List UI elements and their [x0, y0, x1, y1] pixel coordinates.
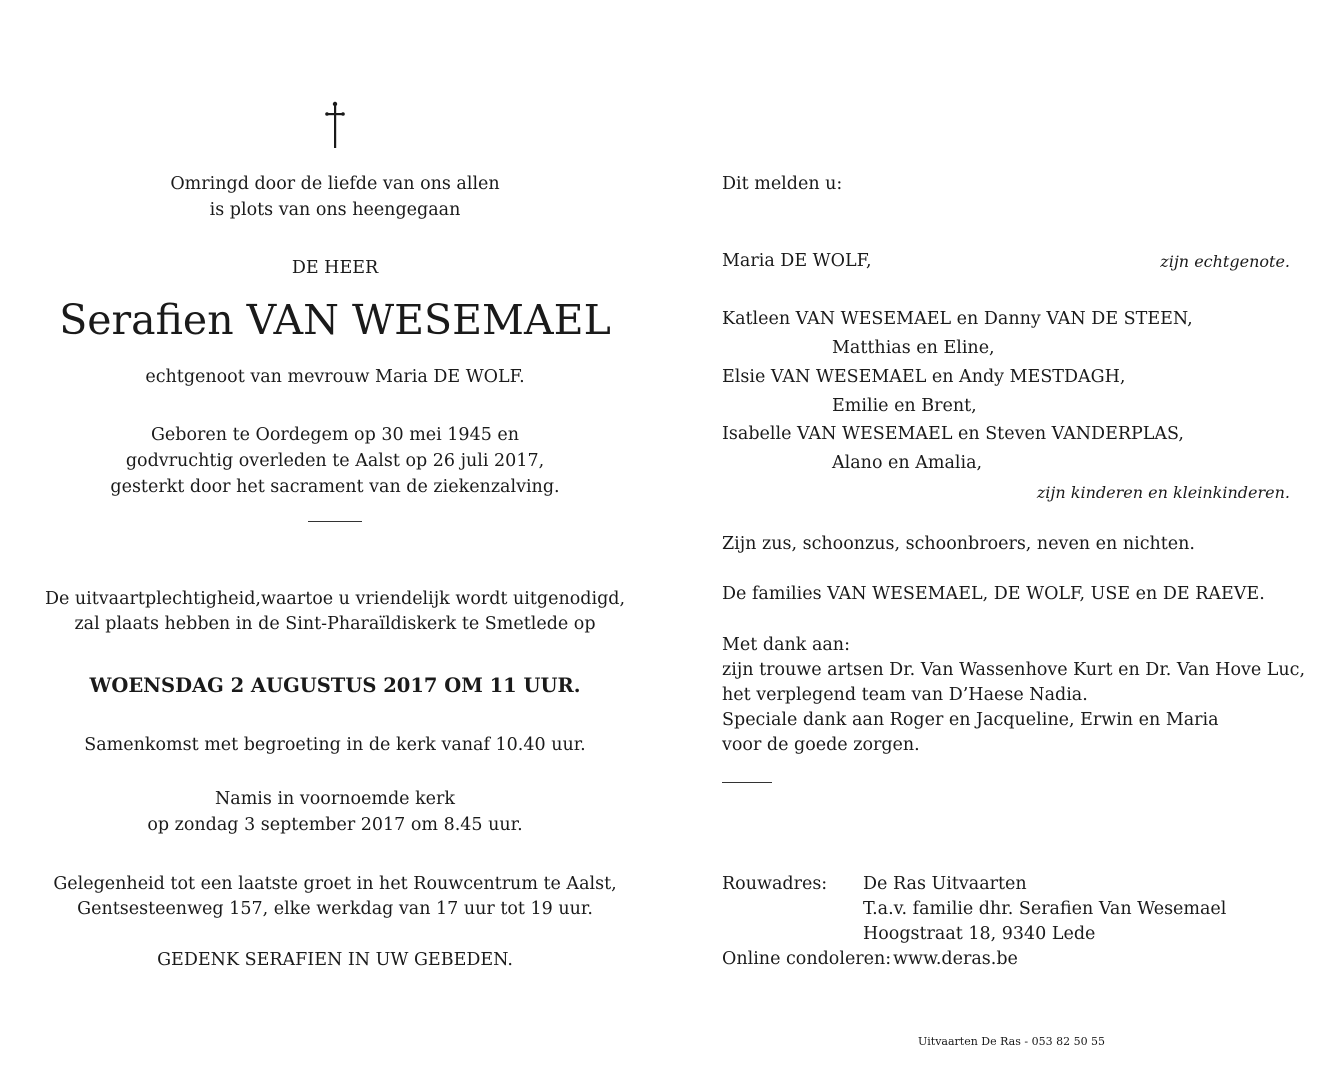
funeral-date: WOENSDAG 2 AUGUSTUS 2017 OM 11 UUR.	[89, 674, 581, 697]
children-role: zijn kinderen en kleinkinderen.	[1036, 483, 1290, 502]
visit-line-1: Gelegenheid tot een laatste groet in het Rouwcentrum te Aalst,	[53, 874, 617, 894]
mass-line-1: Namis in voornoemde kerk	[214, 789, 456, 809]
wife-name: Maria DE WOLF,	[722, 251, 872, 271]
grandchild-line-2: Emilie en Brent,	[832, 396, 977, 416]
families-line: De families VAN WESEMAEL, DE WOLF, USE en DE RAEVE.	[722, 584, 1265, 604]
spouse-line: echtgenoot van mevrouw Maria DE WOLF.	[145, 367, 525, 387]
honorific: DE HEER	[291, 258, 379, 278]
birth-line-1: Geboren te Oordegem op 30 mei 1945 en	[150, 425, 520, 445]
divider-right	[722, 782, 772, 783]
grandchild-line-3: Alano en Amalia,	[832, 453, 983, 473]
ceremony-line-1: De uitvaartplechtigheid,waartoe u vriendelijk wordt uitgenodigd,	[44, 589, 626, 609]
intro-line-1: Omringd door de liefde van ons allen	[170, 174, 500, 194]
divider	[308, 521, 362, 522]
left-column	[30, 0, 640, 1080]
mass-line-2: op zondag 3 september 2017 om 8.45 uur.	[147, 815, 523, 835]
address-line-1: De Ras Uitvaarten	[863, 874, 1027, 894]
child-line-2: Elsie VAN WESEMAEL en Andy MESTDAGH,	[722, 367, 1126, 387]
online-label: Online condoleren:	[722, 949, 892, 969]
ceremony-line-2: zal plaats hebben in de Sint-Pharaïldiskerk te Smetlede op	[74, 614, 596, 634]
grandchild-line-1: Matthias en Eline,	[832, 338, 995, 358]
thanks-line-4: Speciale dank aan Roger en Jacqueline, Erwin en Maria	[722, 710, 1219, 730]
birth-line-2: godvruchtig overleden te Aalst op 26 juli 2017,	[125, 451, 545, 471]
visit-line-2: Gentsesteenweg 157, elke werkdag van 17 uur tot 19 uur.	[77, 899, 593, 919]
footer-text: Uitvaarten De Ras - 053 82 50 55	[918, 1035, 1106, 1048]
siblings-line: Zijn zus, schoonzus, schoonbroers, neven en nichten.	[722, 534, 1195, 554]
gathering-line: Samenkomst met begroeting in de kerk vanaf 10.40 uur.	[84, 735, 586, 755]
online-url[interactable]: www.deras.be	[893, 949, 1018, 969]
address-line-3: Hoogstraat 18, 9340 Lede	[863, 924, 1096, 944]
thanks-line-5: voor de goede zorgen.	[722, 735, 920, 755]
child-line-3: Isabelle VAN WESEMAEL en Steven VANDERPLAS,	[722, 424, 1184, 444]
cross-icon	[322, 100, 348, 150]
intro-line-2: is plots van ons heengegaan	[209, 200, 461, 220]
birth-line-3: gesterkt door het sacrament van de ziekenzalving.	[110, 477, 560, 497]
child-line-1: Katleen VAN WESEMAEL en Danny VAN DE STEEN,	[722, 309, 1193, 329]
announce-line: Dit melden u:	[722, 174, 843, 194]
thanks-line-3: het verplegend team van D’Haese Nadia.	[722, 685, 1088, 705]
closing-line: GEDENK SERAFIEN IN UW GEBEDEN.	[157, 950, 513, 970]
address-label: Rouwadres:	[722, 874, 828, 894]
right-column	[722, 0, 1306, 1080]
wife-role: zijn echtgenote.	[1160, 252, 1290, 271]
thanks-line-2: zijn trouwe artsen Dr. Van Wassenhove Kurt en Dr. Van Hove Luc,	[722, 660, 1306, 680]
thanks-line-1: Met dank aan:	[722, 635, 850, 655]
address-line-2: T.a.v. familie dhr. Serafien Van Wesemael	[863, 899, 1227, 919]
deceased-name: Serafien VAN WESEMAEL	[59, 296, 611, 344]
